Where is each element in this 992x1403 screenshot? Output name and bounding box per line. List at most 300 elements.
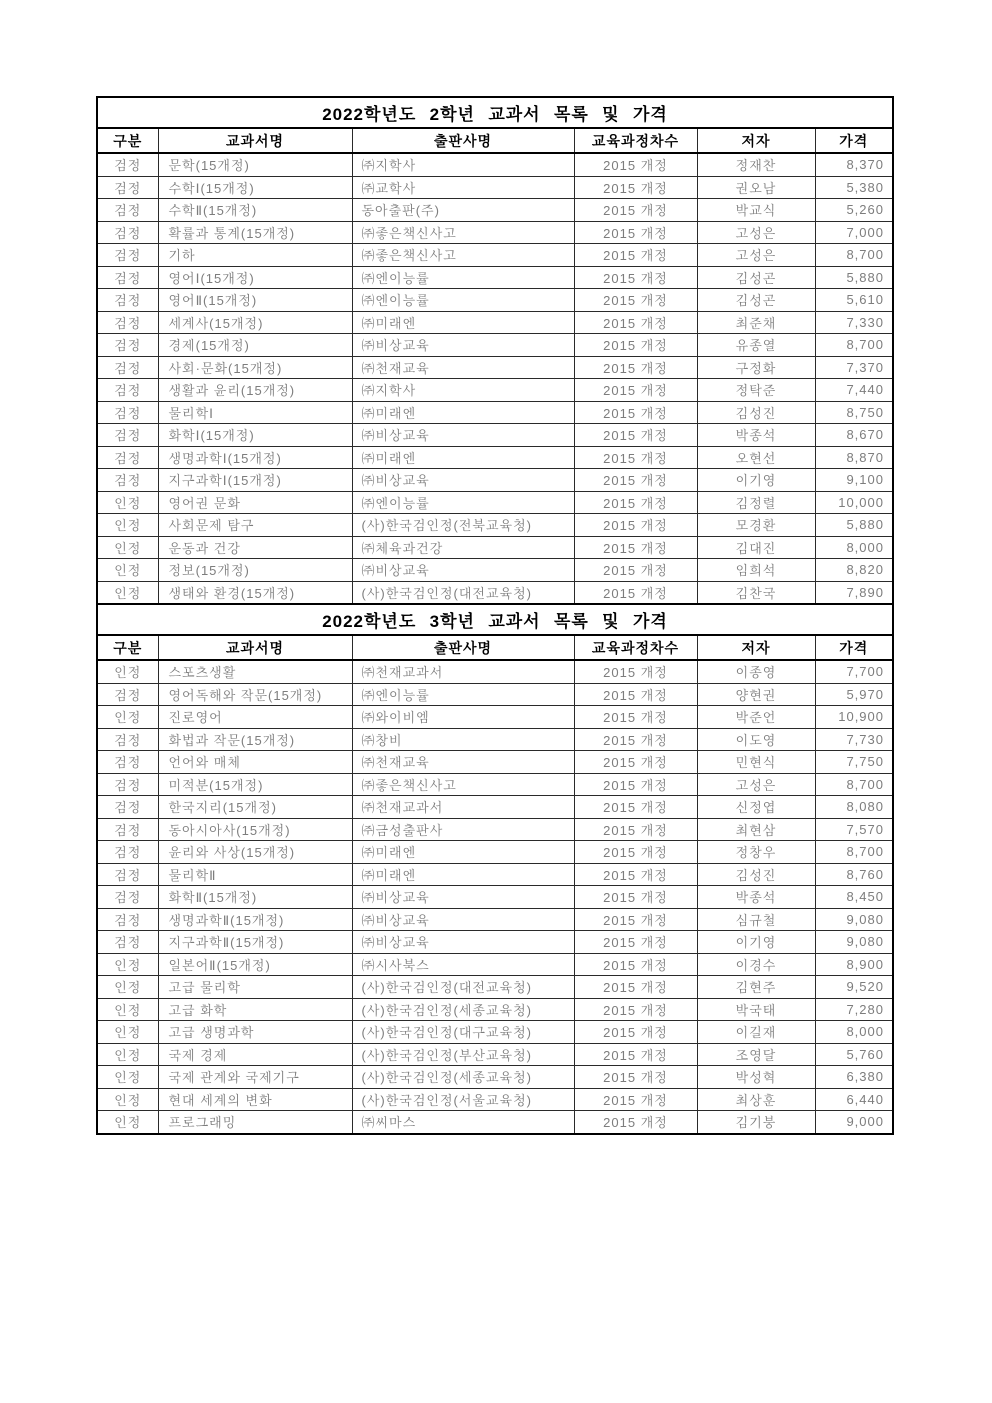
cell-author: 유종열 [697, 334, 815, 357]
cell-author: 양현권 [697, 683, 815, 706]
cell-author: 이기영 [697, 469, 815, 492]
cell-category: 인정 [97, 514, 158, 537]
cell-textbook-name: 화학Ⅰ(15개정) [158, 424, 352, 447]
cell-category: 검정 [97, 334, 158, 357]
cell-textbook-name: 지구과학Ⅱ(15개정) [158, 931, 352, 954]
table-title: 2022학년도 3학년 교과서 목록 및 가격 [97, 604, 893, 635]
cell-curriculum: 2015 개정 [574, 1088, 697, 1111]
cell-curriculum: 2015 개정 [574, 289, 697, 312]
cell-price: 8,900 [815, 953, 893, 976]
cell-curriculum: 2015 개정 [574, 886, 697, 909]
cell-publisher: (사)한국검인정(세종교육청) [352, 1066, 574, 1089]
cell-price: 6,380 [815, 1066, 893, 1089]
col-header-curriculum: 교육과정차수 [574, 128, 697, 153]
cell-curriculum: 2015 개정 [574, 424, 697, 447]
cell-price: 5,760 [815, 1043, 893, 1066]
cell-curriculum: 2015 개정 [574, 469, 697, 492]
cell-textbook-name: 생태와 환경(15개정) [158, 581, 352, 604]
cell-category: 인정 [97, 1021, 158, 1044]
cell-category: 검정 [97, 841, 158, 864]
cell-curriculum: 2015 개정 [574, 841, 697, 864]
cell-price: 8,000 [815, 536, 893, 559]
cell-author: 김기붕 [697, 1111, 815, 1134]
cell-publisher: 동아출판(주) [352, 199, 574, 222]
col-header-price: 가격 [815, 635, 893, 660]
cell-publisher: ㈜미래엔 [352, 863, 574, 886]
document-page [96, 96, 892, 1135]
cell-textbook-name: 확률과 통계(15개정) [158, 221, 352, 244]
cell-publisher: ㈜비상교육 [352, 908, 574, 931]
cell-category: 검정 [97, 379, 158, 402]
cell-curriculum: 2015 개정 [574, 401, 697, 424]
cell-author: 박종석 [697, 424, 815, 447]
grade3-title-row [97, 604, 893, 635]
cell-category: 검정 [97, 931, 158, 954]
cell-price: 8,870 [815, 446, 893, 469]
table-row [97, 199, 893, 222]
cell-category: 검정 [97, 424, 158, 447]
cell-textbook-name: 고급 화학 [158, 998, 352, 1021]
cell-curriculum: 2015 개정 [574, 356, 697, 379]
table-row [97, 244, 893, 267]
cell-price: 7,000 [815, 221, 893, 244]
cell-author: 김성곤 [697, 289, 815, 312]
col-header-price: 가격 [815, 128, 893, 153]
cell-textbook-name: 현대 세계의 변화 [158, 1088, 352, 1111]
cell-author: 민현식 [697, 751, 815, 774]
table-row [97, 1111, 893, 1134]
cell-price: 9,100 [815, 469, 893, 492]
cell-author: 김성진 [697, 863, 815, 886]
cell-price: 9,520 [815, 976, 893, 999]
cell-textbook-name: 한국지리(15개정) [158, 796, 352, 819]
cell-price: 5,970 [815, 683, 893, 706]
col-header-author: 저자 [697, 635, 815, 660]
cell-publisher: (사)한국검인정(대전교육청) [352, 976, 574, 999]
cell-author: 고성은 [697, 244, 815, 267]
cell-curriculum: 2015 개정 [574, 1111, 697, 1134]
cell-textbook-name: 영어권 문화 [158, 491, 352, 514]
table-row [97, 818, 893, 841]
cell-category: 검정 [97, 176, 158, 199]
table-row [97, 998, 893, 1021]
cell-author: 임희석 [697, 559, 815, 582]
table-row [97, 581, 893, 604]
cell-publisher: (사)한국검인정(전북교육청) [352, 514, 574, 537]
table-row [97, 491, 893, 514]
cell-author: 고성은 [697, 221, 815, 244]
cell-curriculum: 2015 개정 [574, 660, 697, 683]
cell-price: 10,900 [815, 706, 893, 729]
cell-category: 검정 [97, 469, 158, 492]
cell-curriculum: 2015 개정 [574, 266, 697, 289]
cell-publisher: ㈜엔이능률 [352, 683, 574, 706]
cell-price: 7,750 [815, 751, 893, 774]
cell-publisher: ㈜지학사 [352, 379, 574, 402]
table-row [97, 469, 893, 492]
cell-author: 조영달 [697, 1043, 815, 1066]
cell-publisher: ㈜교학사 [352, 176, 574, 199]
cell-publisher: ㈜미래엔 [352, 401, 574, 424]
cell-author: 박교식 [697, 199, 815, 222]
cell-author: 신정엽 [697, 796, 815, 819]
cell-category: 검정 [97, 266, 158, 289]
table-row [97, 221, 893, 244]
cell-curriculum: 2015 개정 [574, 953, 697, 976]
cell-category: 인정 [97, 976, 158, 999]
cell-price: 7,570 [815, 818, 893, 841]
cell-category: 인정 [97, 1066, 158, 1089]
cell-category: 검정 [97, 773, 158, 796]
cell-category: 검정 [97, 199, 158, 222]
cell-curriculum: 2015 개정 [574, 1043, 697, 1066]
cell-author: 심규철 [697, 908, 815, 931]
table-row [97, 401, 893, 424]
grade2-header-row [97, 128, 893, 153]
cell-price: 7,370 [815, 356, 893, 379]
cell-author: 김찬국 [697, 581, 815, 604]
cell-publisher: ㈜창비 [352, 728, 574, 751]
cell-publisher: (사)한국검인정(대구교육청) [352, 1021, 574, 1044]
table-row [97, 796, 893, 819]
cell-author: 김대진 [697, 536, 815, 559]
cell-textbook-name: 수학Ⅱ(15개정) [158, 199, 352, 222]
cell-author: 구정화 [697, 356, 815, 379]
cell-textbook-name: 사회문제 탐구 [158, 514, 352, 537]
cell-textbook-name: 사회·문화(15개정) [158, 356, 352, 379]
cell-textbook-name: 정보(15개정) [158, 559, 352, 582]
table-row [97, 660, 893, 683]
cell-author: 최준채 [697, 311, 815, 334]
cell-price: 9,080 [815, 931, 893, 954]
cell-textbook-name: 프로그래밍 [158, 1111, 352, 1134]
cell-publisher: ㈜비상교육 [352, 334, 574, 357]
cell-textbook-name: 생명과학Ⅰ(15개정) [158, 446, 352, 469]
cell-price: 7,730 [815, 728, 893, 751]
cell-publisher: ㈜와이비엠 [352, 706, 574, 729]
cell-textbook-name: 세계사(15개정) [158, 311, 352, 334]
table-row [97, 706, 893, 729]
table-row [97, 176, 893, 199]
cell-curriculum: 2015 개정 [574, 683, 697, 706]
cell-textbook-name: 물리학Ⅱ [158, 863, 352, 886]
col-header-author: 저자 [697, 128, 815, 153]
cell-category: 인정 [97, 953, 158, 976]
cell-category: 인정 [97, 1111, 158, 1134]
cell-category: 검정 [97, 683, 158, 706]
cell-textbook-name: 진로영어 [158, 706, 352, 729]
cell-curriculum: 2015 개정 [574, 931, 697, 954]
cell-publisher: ㈜금성출판사 [352, 818, 574, 841]
cell-category: 검정 [97, 863, 158, 886]
table-row [97, 514, 893, 537]
cell-author: 이종영 [697, 660, 815, 683]
cell-curriculum: 2015 개정 [574, 773, 697, 796]
cell-author: 김성진 [697, 401, 815, 424]
cell-textbook-name: 문학(15개정) [158, 153, 352, 176]
cell-price: 8,450 [815, 886, 893, 909]
cell-category: 인정 [97, 536, 158, 559]
grade2-textbook-table [96, 96, 894, 605]
cell-textbook-name: 영어독해와 작문(15개정) [158, 683, 352, 706]
cell-category: 검정 [97, 153, 158, 176]
cell-publisher: ㈜시사북스 [352, 953, 574, 976]
cell-curriculum: 2015 개정 [574, 751, 697, 774]
cell-publisher: ㈜엔이능률 [352, 289, 574, 312]
cell-textbook-name: 국제 경제 [158, 1043, 352, 1066]
cell-category: 검정 [97, 244, 158, 267]
cell-publisher: (사)한국검인정(세종교육청) [352, 998, 574, 1021]
table-row [97, 289, 893, 312]
cell-author: 박성혁 [697, 1066, 815, 1089]
cell-price: 5,260 [815, 199, 893, 222]
cell-textbook-name: 화학Ⅱ(15개정) [158, 886, 352, 909]
table-row [97, 559, 893, 582]
cell-textbook-name: 언어와 매체 [158, 751, 352, 774]
table-row [97, 886, 893, 909]
cell-price: 7,890 [815, 581, 893, 604]
cell-category: 인정 [97, 559, 158, 582]
cell-category: 검정 [97, 728, 158, 751]
cell-publisher: ㈜천재교과서 [352, 796, 574, 819]
cell-publisher: ㈜지학사 [352, 153, 574, 176]
table-row [97, 841, 893, 864]
cell-curriculum: 2015 개정 [574, 581, 697, 604]
cell-category: 인정 [97, 491, 158, 514]
cell-publisher: ㈜비상교육 [352, 424, 574, 447]
cell-author: 박종석 [697, 886, 815, 909]
table-row [97, 728, 893, 751]
table-title: 2022학년도 2학년 교과서 목록 및 가격 [97, 97, 893, 128]
cell-curriculum: 2015 개정 [574, 863, 697, 886]
cell-curriculum: 2015 개정 [574, 998, 697, 1021]
cell-author: 이기영 [697, 931, 815, 954]
cell-curriculum: 2015 개정 [574, 379, 697, 402]
cell-price: 8,370 [815, 153, 893, 176]
grade3-header-row [97, 635, 893, 660]
cell-curriculum: 2015 개정 [574, 706, 697, 729]
cell-textbook-name: 물리학Ⅰ [158, 401, 352, 424]
table-row [97, 931, 893, 954]
table-row [97, 773, 893, 796]
cell-publisher: ㈜미래엔 [352, 841, 574, 864]
table-row [97, 266, 893, 289]
cell-author: 이경수 [697, 953, 815, 976]
cell-author: 김현주 [697, 976, 815, 999]
cell-author: 정탁준 [697, 379, 815, 402]
cell-textbook-name: 생활과 윤리(15개정) [158, 379, 352, 402]
table-row [97, 751, 893, 774]
cell-curriculum: 2015 개정 [574, 536, 697, 559]
col-header-publisher: 출판사명 [352, 128, 574, 153]
cell-author: 박국태 [697, 998, 815, 1021]
cell-textbook-name: 지구과학Ⅰ(15개정) [158, 469, 352, 492]
cell-price: 7,700 [815, 660, 893, 683]
cell-publisher: ㈜비상교육 [352, 559, 574, 582]
cell-author: 김성곤 [697, 266, 815, 289]
cell-curriculum: 2015 개정 [574, 559, 697, 582]
cell-price: 7,330 [815, 311, 893, 334]
cell-price: 9,000 [815, 1111, 893, 1134]
cell-publisher: ㈜좋은책신사고 [352, 773, 574, 796]
cell-curriculum: 2015 개정 [574, 1066, 697, 1089]
cell-curriculum: 2015 개정 [574, 491, 697, 514]
col-header-category: 구분 [97, 635, 158, 660]
cell-curriculum: 2015 개정 [574, 1021, 697, 1044]
cell-author: 박준언 [697, 706, 815, 729]
cell-textbook-name: 경제(15개정) [158, 334, 352, 357]
cell-textbook-name: 고급 생명과학 [158, 1021, 352, 1044]
cell-price: 8,000 [815, 1021, 893, 1044]
cell-category: 검정 [97, 446, 158, 469]
cell-publisher: ㈜비상교육 [352, 886, 574, 909]
table-row [97, 863, 893, 886]
table-row [97, 334, 893, 357]
cell-publisher: ㈜씨마스 [352, 1111, 574, 1134]
cell-textbook-name: 기하 [158, 244, 352, 267]
cell-author: 정재찬 [697, 153, 815, 176]
table-row [97, 953, 893, 976]
cell-category: 검정 [97, 356, 158, 379]
table-row [97, 379, 893, 402]
cell-curriculum: 2015 개정 [574, 446, 697, 469]
cell-price: 5,880 [815, 266, 893, 289]
cell-price: 8,820 [815, 559, 893, 582]
cell-publisher: ㈜비상교육 [352, 469, 574, 492]
cell-category: 인정 [97, 660, 158, 683]
cell-textbook-name: 국제 관계와 국제기구 [158, 1066, 352, 1089]
cell-textbook-name: 운동과 건강 [158, 536, 352, 559]
cell-price: 9,080 [815, 908, 893, 931]
cell-category: 검정 [97, 886, 158, 909]
table-row [97, 1043, 893, 1066]
table-row [97, 356, 893, 379]
grade2-title-row [97, 97, 893, 128]
cell-publisher: ㈜미래엔 [352, 446, 574, 469]
cell-publisher: (사)한국검인정(부산교육청) [352, 1043, 574, 1066]
col-header-curriculum: 교육과정차수 [574, 635, 697, 660]
cell-textbook-name: 미적분(15개정) [158, 773, 352, 796]
cell-publisher: ㈜미래엔 [352, 311, 574, 334]
cell-publisher: ㈜엔이능률 [352, 266, 574, 289]
cell-category: 인정 [97, 1043, 158, 1066]
cell-price: 7,280 [815, 998, 893, 1021]
grade3-table-body [97, 660, 893, 1134]
table-row [97, 908, 893, 931]
cell-curriculum: 2015 개정 [574, 908, 697, 931]
cell-curriculum: 2015 개정 [574, 728, 697, 751]
cell-textbook-name: 영어Ⅰ(15개정) [158, 266, 352, 289]
cell-publisher: ㈜체육과건강 [352, 536, 574, 559]
cell-category: 검정 [97, 818, 158, 841]
cell-publisher: ㈜좋은책신사고 [352, 244, 574, 267]
cell-price: 8,700 [815, 773, 893, 796]
cell-price: 8,700 [815, 244, 893, 267]
cell-price: 5,880 [815, 514, 893, 537]
col-header-textbook-name: 교과서명 [158, 128, 352, 153]
cell-textbook-name: 동아시아사(15개정) [158, 818, 352, 841]
cell-category: 검정 [97, 401, 158, 424]
col-header-category: 구분 [97, 128, 158, 153]
cell-curriculum: 2015 개정 [574, 796, 697, 819]
cell-price: 7,440 [815, 379, 893, 402]
cell-curriculum: 2015 개정 [574, 514, 697, 537]
cell-author: 정창우 [697, 841, 815, 864]
cell-curriculum: 2015 개정 [574, 199, 697, 222]
cell-curriculum: 2015 개정 [574, 334, 697, 357]
cell-textbook-name: 스포츠생활 [158, 660, 352, 683]
cell-author: 이길재 [697, 1021, 815, 1044]
cell-author: 최현삼 [697, 818, 815, 841]
cell-publisher: ㈜비상교육 [352, 931, 574, 954]
cell-publisher: ㈜천재교육 [352, 356, 574, 379]
cell-curriculum: 2015 개정 [574, 153, 697, 176]
cell-publisher: (사)한국검인정(서울교육청) [352, 1088, 574, 1111]
cell-curriculum: 2015 개정 [574, 176, 697, 199]
cell-author: 최상훈 [697, 1088, 815, 1111]
cell-category: 검정 [97, 311, 158, 334]
cell-textbook-name: 수학Ⅰ(15개정) [158, 176, 352, 199]
table-row [97, 1021, 893, 1044]
cell-price: 8,080 [815, 796, 893, 819]
col-header-textbook-name: 교과서명 [158, 635, 352, 660]
table-row [97, 1088, 893, 1111]
cell-author: 권오남 [697, 176, 815, 199]
cell-curriculum: 2015 개정 [574, 311, 697, 334]
cell-textbook-name: 생명과학Ⅱ(15개정) [158, 908, 352, 931]
grade2-table-body [97, 153, 893, 604]
col-header-publisher: 출판사명 [352, 635, 574, 660]
cell-price: 5,380 [815, 176, 893, 199]
cell-price: 8,750 [815, 401, 893, 424]
cell-price: 5,610 [815, 289, 893, 312]
cell-textbook-name: 윤리와 사상(15개정) [158, 841, 352, 864]
cell-price: 6,440 [815, 1088, 893, 1111]
cell-textbook-name: 일본어Ⅱ(15개정) [158, 953, 352, 976]
cell-category: 검정 [97, 751, 158, 774]
cell-publisher: ㈜천재교육 [352, 751, 574, 774]
cell-author: 오현선 [697, 446, 815, 469]
cell-publisher: ㈜좋은책신사고 [352, 221, 574, 244]
cell-textbook-name: 영어Ⅱ(15개정) [158, 289, 352, 312]
cell-curriculum: 2015 개정 [574, 221, 697, 244]
grade3-textbook-table [96, 603, 894, 1135]
cell-author: 고성은 [697, 773, 815, 796]
cell-price: 10,000 [815, 491, 893, 514]
cell-category: 인정 [97, 998, 158, 1021]
table-row [97, 153, 893, 176]
cell-price: 8,700 [815, 334, 893, 357]
cell-price: 8,700 [815, 841, 893, 864]
cell-author: 김정렬 [697, 491, 815, 514]
cell-category: 검정 [97, 796, 158, 819]
cell-category: 인정 [97, 1088, 158, 1111]
cell-category: 인정 [97, 581, 158, 604]
table-row [97, 1066, 893, 1089]
cell-price: 8,760 [815, 863, 893, 886]
cell-curriculum: 2015 개정 [574, 976, 697, 999]
cell-publisher: (사)한국검인정(대전교육청) [352, 581, 574, 604]
cell-category: 검정 [97, 221, 158, 244]
cell-price: 8,670 [815, 424, 893, 447]
table-row [97, 311, 893, 334]
cell-category: 검정 [97, 289, 158, 312]
cell-category: 인정 [97, 706, 158, 729]
cell-curriculum: 2015 개정 [574, 818, 697, 841]
table-row [97, 446, 893, 469]
table-row [97, 683, 893, 706]
cell-textbook-name: 고급 물리학 [158, 976, 352, 999]
